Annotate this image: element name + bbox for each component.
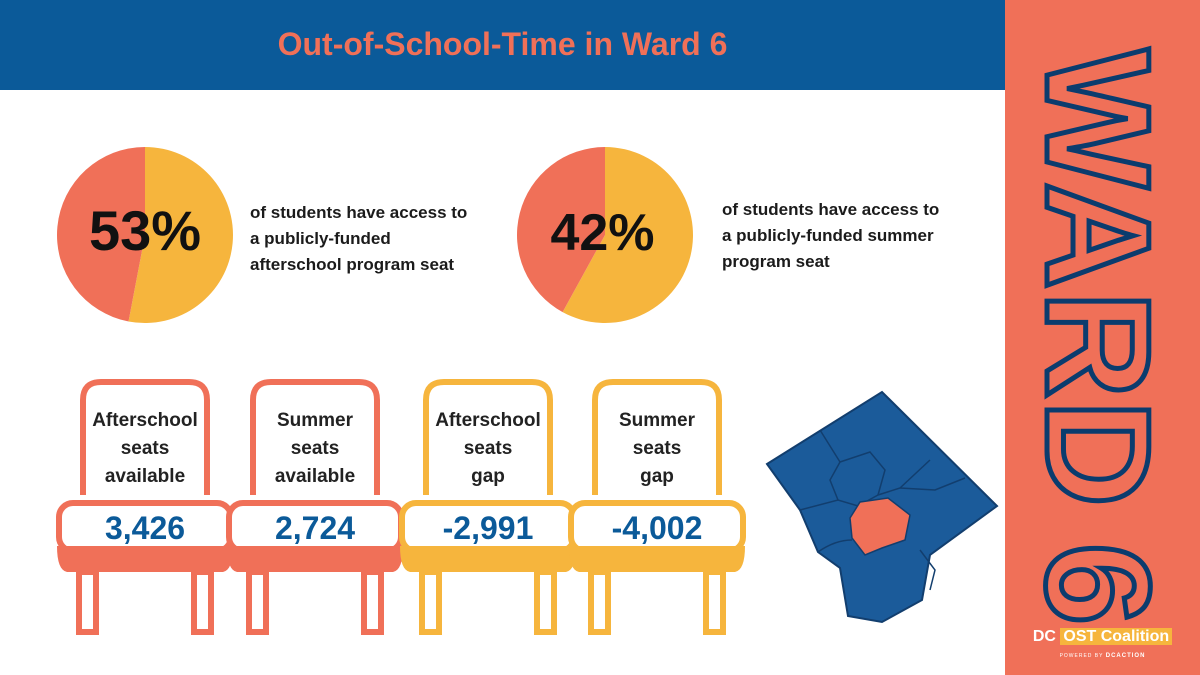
ward-word: WARD — [1015, 48, 1180, 509]
summer-access-text — [722, 197, 939, 275]
chair-leg — [249, 572, 266, 632]
text-line: afterschool program seat — [250, 255, 455, 274]
chair-label-line: available — [104, 466, 186, 487]
afterschool-access-text — [250, 200, 467, 278]
seat-chair-2 — [400, 382, 576, 632]
afterschool-percent: 53% — [88, 199, 202, 262]
seat-chair-3 — [569, 382, 745, 632]
chair-label-line: Afterschool — [435, 410, 541, 431]
powered-by-label: POWERED BY — [1059, 653, 1104, 659]
page-title: Out-of-School-Time in Ward 6 — [277, 26, 728, 62]
logo-highlight: OST Coalition — [1060, 628, 1172, 645]
chair-label-line: Summer — [618, 410, 696, 431]
chair-value: 2,724 — [274, 510, 356, 546]
chair-label-line: seats — [290, 438, 340, 459]
powered-by — [1010, 653, 1195, 659]
chair-leg — [422, 572, 439, 632]
dc-ward-map — [760, 390, 1000, 630]
chair-label-line: seats — [632, 438, 682, 459]
chair-label-line: seats — [120, 438, 170, 459]
chair-leg — [706, 572, 723, 632]
chair-value: -4,002 — [611, 510, 703, 546]
chair-seat-front — [227, 546, 403, 572]
chair-leg — [79, 572, 96, 632]
logo-prefix: DC — [1032, 628, 1056, 645]
chair-leg — [591, 572, 608, 632]
chair-label-line: available — [274, 466, 356, 487]
ward-vertical-title — [1012, 49, 1182, 627]
chair-seat-front — [400, 546, 576, 572]
ward-number: 6 — [1015, 542, 1180, 628]
seat-chair-1 — [227, 382, 403, 632]
chair-leg — [194, 572, 211, 632]
text-line: program seat — [722, 252, 830, 271]
chair-value: 3,426 — [104, 510, 186, 546]
summer-percent: 42% — [550, 204, 655, 262]
text-line: a publicly-funded — [250, 229, 391, 248]
seat-chair-0 — [57, 382, 233, 632]
chair-seat-front — [569, 546, 745, 572]
chair-label-line: gap — [471, 466, 505, 487]
text-line: of students have access to — [250, 203, 468, 222]
chair-value: -2,991 — [442, 510, 534, 546]
chair-label-line: Summer — [276, 410, 354, 431]
chair-label-line: seats — [463, 438, 513, 459]
chair-leg — [537, 572, 554, 632]
chair-label-line: gap — [640, 466, 674, 487]
powered-by-name: DCACTION — [1105, 653, 1146, 659]
text-line: of students have access to — [722, 200, 940, 219]
chair-seat-front — [57, 546, 233, 572]
chair-label-line: Afterschool — [92, 410, 198, 431]
seat-chairs — [0, 370, 760, 640]
chair-leg — [364, 572, 381, 632]
coalition-logo — [1010, 628, 1195, 646]
text-line: a publicly-funded summer — [722, 226, 934, 245]
